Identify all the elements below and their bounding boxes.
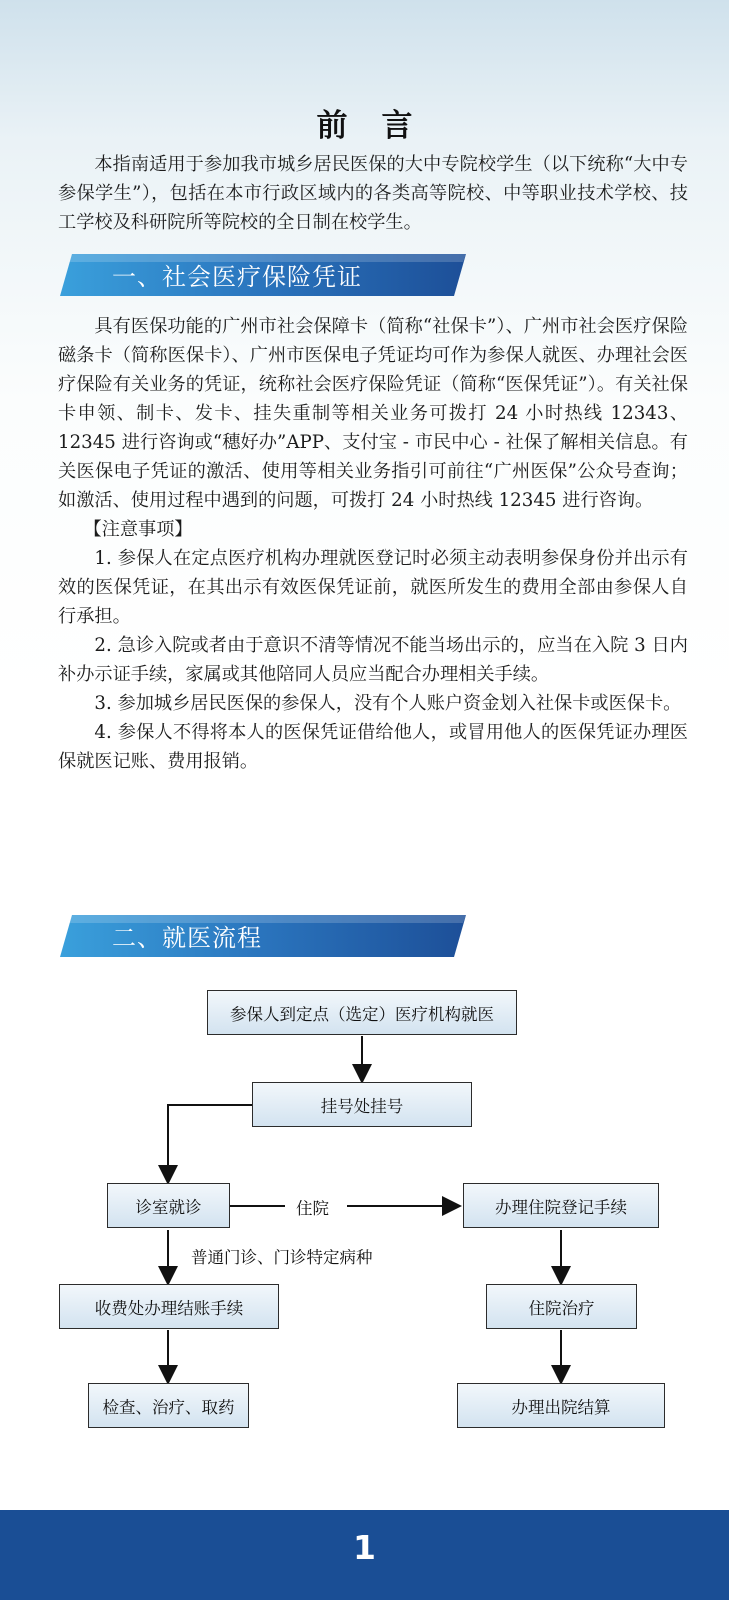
footer-bar xyxy=(0,1510,729,1600)
flow-step-register: 挂号处挂号 xyxy=(252,1082,472,1127)
flow-step-discharge: 办理出院结算 xyxy=(457,1383,665,1428)
section1-heading: 一、社会医疗保险凭证 xyxy=(112,263,362,291)
flow-label-inpatient: 住院 xyxy=(296,1199,329,1218)
flow-step-checkout: 收费处办理结账手续 xyxy=(59,1284,279,1329)
section1-banner xyxy=(58,252,468,298)
section2-heading: 二、就医流程 xyxy=(112,924,262,952)
note-item-1: 1. 参保人在定点医疗机构办理就医登记时必须主动表明参保身份并出示有效的医保凭证，在其出示有效医保凭证前，就医所发生的费用全部由参保人自行承担。 xyxy=(58,548,688,627)
flow-step-admission: 办理住院登记手续 xyxy=(463,1183,659,1228)
flow-step-start: 参保人到定点（选定）医疗机构就医 xyxy=(207,990,517,1035)
flow-step-clinic: 诊室就诊 xyxy=(107,1183,230,1228)
note-item-3: 3. 参加城乡居民医保的参保人，没有个人账户资金划入社保卡或医保卡。 xyxy=(94,693,682,714)
section1-paragraph: 具有医保功能的广州市社会保障卡（简称“社保卡”）、广州市社会医疗保险磁条卡（简称医保卡）、广州市医保电子凭证均可作为参保人就医、办理社会医疗保险有关业务的凭证，统称社会医疗保险凭证（简称“医保凭证”）。有关社保卡申领、制卡、发卡、挂失重制等相关业务可拨打 24 小时热线 12343、12345 进行咨询或“穗好办”APP、支付宝 - 市民中心 - 社保了解相关信息。有关医保电子凭证的激活、使用等相关业务指引可前往“广州医保”公众号查询；如激活、使用过程中遇到的问题，可拨打 24 小时热线 12345 进行咨询。 xyxy=(58,316,688,511)
notes-heading: 【注意事项】 xyxy=(83,519,193,540)
page-title: 前言 xyxy=(316,108,447,144)
page-number: 1 xyxy=(353,1528,376,1567)
flow-label-outpatient: 普通门诊、门诊特定病种 xyxy=(191,1248,373,1267)
note-item-4: 4. 参保人不得将本人的医保凭证借给他人，或冒用他人的医保凭证办理医保就医记账、费用报销。 xyxy=(58,722,688,772)
flow-step-exam: 检查、治疗、取药 xyxy=(88,1383,249,1428)
section2-banner xyxy=(58,913,468,959)
preface-paragraph xyxy=(58,150,688,237)
flow-step-treatment: 住院治疗 xyxy=(486,1284,637,1329)
preface-text: 本指南适用于参加我市城乡居民医保的大中专院校学生（以下统称“大中专参保学生”），包括在本市行政区域内的各类高等院校、中等职业技术学校、技工学校及科研院所等院校的全日制在校学生。 xyxy=(58,154,688,233)
section1-body xyxy=(58,312,688,776)
note-item-2: 2. 急诊入院或者由于意识不清等情况不能当场出示的，应当在入院 3 日内补办示证手续，家属或其他陪同人员应当配合办理相关手续。 xyxy=(58,635,688,685)
